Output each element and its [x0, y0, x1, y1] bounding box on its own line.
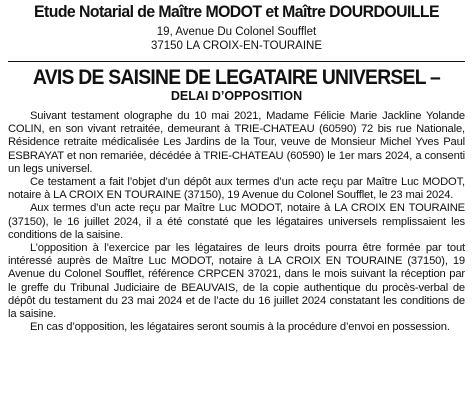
address-street: 19, Avenue Du Colonel Soufflet [156, 26, 317, 38]
separator-rule [8, 61, 465, 62]
paragraph-testament: Suivant testament olographe du 10 mai 2021, Madame Félicie Marie Jackline Yolande COLIN, en son vivant retraitée, demeurant à TRIE-CHATEAU (60590) 72 bis rue Nationale, Résidence retraite médicalisée Les Jardins de la Tour, veuve de Monsieur Michel Yves Paul ESBRAYAT et non remariée, décédée à TRIE-CHATEAU (60590) le 1er mars 2024, a consenti un legs universel. [8, 110, 465, 175]
paragraph-opposition: L’opposition à l’exercice par les légataires de leurs droits pourra être formée par tout intéressé auprès de Maître Luc MODOT, notaire à LA CROIX EN TOURAINE (37150), 19 Avenue du Colonel Soufflet, référence CRPCEN 37021, dans le mois suivant la réception par le greffe du Tribunal Judiciaire de BEAUVAIS, de la copie authentique du procès-verbal de dépôt du testament du 23 mai 2024 et de l’acte du 16 juillet 2024 constatant les conditions de la saisine. [8, 242, 465, 321]
paragraph-saisine: Aux termes d’un acte reçu par Maître Luc MODOT, notaire à LA CROIX EN TOURAINE (37150), le 16 juillet 2024, il a été constaté que les légataires universels remplissaient les conditions de la saisine. [8, 202, 465, 241]
notice-title: AVIS DE SAISINE DE LEGATAIRE UNIVERSEL – [32, 66, 441, 89]
firm-address [8, 25, 465, 53]
paragraph-deposit: Ce testament a fait l’objet d’un dépôt aux termes d’un acte reçu par Maître Luc MODOT, notaire à LA CROIX EN TOURAINE (37150), 19 Avenue du Colonel Soufflet, le 23 mai 2024. [8, 176, 465, 202]
address-city: 37150 LA CROIX-EN-TOURAINE [150, 40, 323, 52]
notary-firm-name: Etude Notarial de Maître MODOT et Maître DOURDOUILLE [34, 2, 439, 21]
paragraph-possession: En cas d’opposition, les légataires seront soumis à la procédure d’envoi en possession. [30, 321, 450, 334]
notice-subtitle: DELAI D’OPPOSITION [170, 89, 303, 103]
notice-body [8, 110, 465, 334]
